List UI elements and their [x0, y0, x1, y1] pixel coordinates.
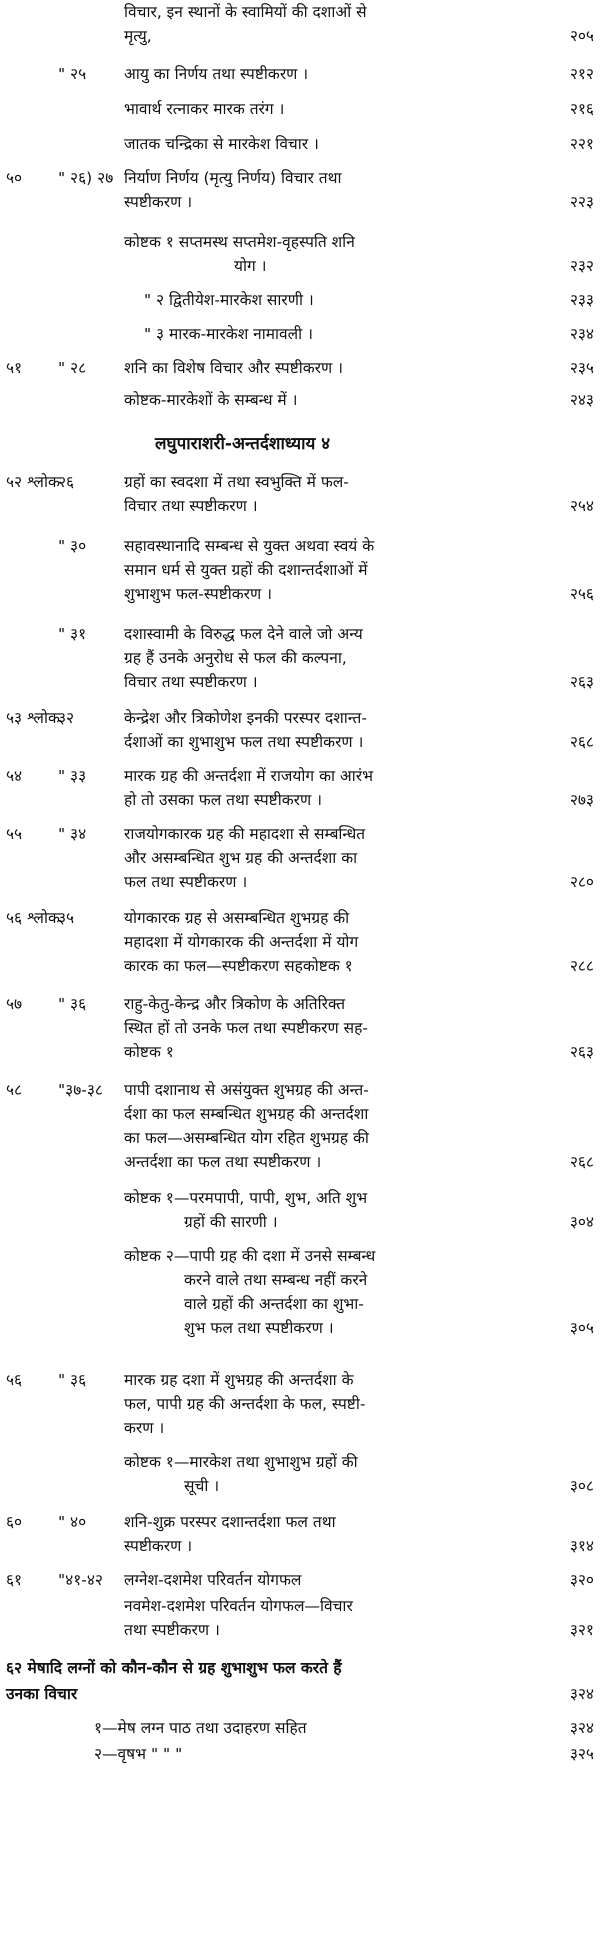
toc-entry-text: शुभाशुभ फल-स्पष्टीकरण । [124, 585, 273, 603]
toc-row [0, 1658, 600, 1680]
toc-row [0, 536, 600, 558]
toc-entry-text: निर्याण निर्णय (मृत्यु निर्णय) विचार तथा [124, 169, 342, 187]
toc-entry-text: विचार, इन स्थानों के स्वामियों की दशाओं से [124, 3, 367, 21]
toc-row [0, 560, 600, 582]
toc-entry-text: योगकारक ग्रह से असम्बन्धित शुभग्रह की [124, 909, 350, 927]
shloka-number: " ३३ [58, 767, 87, 785]
toc-entry-text: विचार तथा स्पष्टीकरण । [124, 497, 258, 515]
sutra-number: ५५ [6, 825, 23, 843]
toc-row [0, 1512, 600, 1534]
shloka-number: " ३१ [58, 625, 87, 643]
toc-row [0, 192, 600, 214]
toc-entry-text: २—वृषभ " " " [94, 1745, 183, 1763]
page-number: ३२१ [569, 1621, 594, 1639]
page-number: ३०८ [569, 1477, 594, 1495]
page-number: २७३ [569, 791, 594, 809]
shloka-number: " २८ [58, 359, 87, 377]
toc-entry-text: आयु का निर्णय तथा स्पष्टीकरण । [124, 65, 309, 83]
toc-entry-text: ग्रहों का स्वदशा में तथा स्वभुक्ति में फल- [124, 473, 349, 491]
page-number: २१२ [569, 65, 594, 83]
page-number: २३४ [569, 325, 594, 343]
toc-entry-text: राजयोगकारक ग्रह की महादशा से सम्बन्धित [124, 825, 366, 843]
toc-row [0, 168, 600, 190]
toc-row [0, 1418, 600, 1440]
toc-row [0, 1718, 600, 1740]
toc-row [0, 1570, 600, 1592]
shloka-number: " २६) २७ [58, 169, 114, 187]
toc-row [0, 848, 600, 870]
toc-entry-text: अन्तर्दशा का फल तथा स्पष्टीकरण । [124, 1153, 322, 1171]
toc-entry-text: करने वाले तथा सम्बन्ध नहीं करने [184, 1271, 368, 1289]
sutra-number: ५६ श्लोक [6, 909, 60, 927]
page-number: २३२ [569, 257, 594, 275]
toc-entry-text: हो तो उसका फल तथा स्पष्टीकरण । [124, 791, 322, 809]
page-number: २६८ [569, 1153, 594, 1171]
toc-entry-text: योग । [234, 257, 267, 275]
shloka-number: २६ [58, 473, 75, 491]
toc-row [0, 1018, 600, 1040]
shloka-number: "३७-३८ [58, 1081, 103, 1099]
toc-row [0, 766, 600, 788]
sutra-number: ५७ [6, 995, 23, 1013]
toc-entry-text: शनि का विशेष विचार और स्पष्टीकरण । [124, 359, 344, 377]
toc-entry-text: फल तथा स्पष्टीकरण । [124, 873, 248, 891]
shloka-number: " ३४ [58, 825, 87, 843]
page-number: ३२४ [569, 1719, 594, 1737]
toc-row [0, 1270, 600, 1292]
page-number: २८० [569, 873, 594, 891]
toc-row [0, 956, 600, 978]
toc-row [0, 824, 600, 846]
toc-row [0, 1744, 600, 1766]
toc-entry-text: ६२ मेषादि लग्नों को कौन-कौन से ग्रह शुभाशुभ फल करते हैं [6, 1659, 342, 1677]
page-number: २१६ [569, 100, 594, 118]
toc-entry-text: स्पष्टीकरण । [124, 1537, 193, 1555]
toc-row [0, 99, 600, 121]
toc-row [0, 1318, 600, 1340]
sutra-number: ५४ [6, 767, 23, 785]
toc-row [0, 1370, 600, 1392]
toc-entry-text: करण । [124, 1419, 165, 1437]
page-number: ३०४ [569, 1213, 594, 1231]
page-number: २६३ [569, 673, 594, 691]
toc-row [0, 732, 600, 754]
toc-row [0, 1596, 600, 1618]
page-number: २५६ [569, 585, 594, 603]
toc-row [0, 1620, 600, 1642]
toc-row [0, 1212, 600, 1234]
page-number: २०५ [569, 27, 594, 45]
toc-row [0, 2, 600, 24]
toc-entry-text: कोष्टक १ सप्तमस्थ सप्तमेश-वृहस्पति शनि [124, 233, 355, 251]
section-heading [0, 434, 600, 456]
toc-entry-text: कोष्टक-मारकेशों के सम्बन्ध में । [124, 391, 298, 409]
toc-row [0, 872, 600, 894]
toc-row [0, 1684, 600, 1706]
page-number: ३०५ [569, 1319, 594, 1337]
page-number: ३२५ [569, 1745, 594, 1763]
shloka-number: " ३६ [58, 995, 87, 1013]
shloka-number: " ३६ [58, 1371, 87, 1389]
toc-entry-text: " ३ मारक-मारकेश नामावली । [144, 325, 314, 343]
toc-row [0, 1188, 600, 1210]
shloka-number: " ४० [58, 1513, 87, 1531]
page-number: २२१ [569, 135, 594, 153]
toc-entry-text: भावार्थ रत्नाकर मारक तरंग । [124, 100, 285, 118]
toc-entry-text: राहु-केतु-केन्द्र और त्रिकोण के अतिरिक्त [124, 995, 346, 1013]
toc-entry-text: स्थित हों तो उनके फल तथा स्पष्टीकरण सह- [124, 1019, 368, 1037]
toc-entry-text: कोष्टक १—मारकेश तथा शुभाशुभ ग्रहों की [124, 1453, 358, 1471]
toc-row [0, 26, 600, 48]
toc-row [0, 496, 600, 518]
toc-entry-text: सूची । [184, 1477, 220, 1495]
toc-row [0, 134, 600, 156]
sutra-number: ६० [6, 1513, 23, 1531]
toc-entry-text: स्पष्टीकरण । [124, 193, 193, 211]
page-number: २३५ [569, 359, 594, 377]
toc-entry-text: " २ द्वितीयेश-मारकेश सारणी । [144, 291, 314, 309]
toc-row [0, 1152, 600, 1174]
shloka-number: "४१-४२ [58, 1571, 103, 1589]
toc-row [0, 472, 600, 494]
toc-entry-text: कोष्टक २—पापी ग्रह की दशा में उनसे सम्बन्ध [124, 1247, 376, 1265]
shloka-number: " २५ [58, 65, 87, 83]
sutra-number: ५१ [6, 359, 23, 377]
toc-entry-text: तथा स्पष्टीकरण । [124, 1621, 220, 1639]
toc-entry-text: १—मेष लग्न पाठ तथा उदाहरण सहित [94, 1719, 307, 1737]
page-number: ३१४ [569, 1537, 594, 1555]
section-title: लघुपाराशरी-अन्तर्दशाध्याय ४ [155, 434, 331, 454]
toc-row [0, 64, 600, 86]
sutra-number: ६१ [6, 1571, 23, 1589]
toc-entry-text: सहावस्थानादि सम्बन्ध से युक्त अथवा स्वयं के [124, 537, 375, 555]
toc-row [0, 1394, 600, 1416]
toc-entry-text: वाले ग्रहों की अन्तर्दशा का शुभा- [184, 1295, 364, 1313]
toc-row [0, 290, 600, 312]
toc-entry-text: कोष्टक १ [124, 1043, 174, 1061]
toc-entry-text: र्दशा का फल सम्बन्धित शुभग्रह की अन्तर्दशा [124, 1105, 369, 1123]
toc-entry-text: फल, पापी ग्रह की अन्तर्दशा के फल, स्पष्टी- [124, 1395, 366, 1413]
toc-row [0, 584, 600, 606]
toc-entry-text: महादशा में योगकारक की अन्तर्दशा में योग [124, 933, 359, 951]
page-number: २२३ [569, 193, 594, 211]
toc-row [0, 256, 600, 278]
toc-entry-text: कोष्टक १—परमपापी, पापी, शुभ, अति शुभ [124, 1189, 368, 1207]
toc-entry-text: जातक चन्द्रिका से मारकेश विचार । [124, 135, 319, 153]
toc-row [0, 648, 600, 670]
page-number: २८८ [569, 957, 594, 975]
shloka-number: ३२ [58, 709, 75, 727]
toc-entry-text: मारक ग्रह की अन्तर्दशा में राजयोग का आरंभ [124, 767, 373, 785]
toc-row [0, 790, 600, 812]
toc-row [0, 1452, 600, 1474]
toc-row [0, 708, 600, 730]
toc-entry-text: र्दशाओं का शुभाशुभ फल तथा स्पष्टीकरण । [124, 733, 364, 751]
page-number: २६८ [569, 733, 594, 751]
toc-entry-text: दशास्वामी के विरुद्ध फल देने वाले जो अन्य [124, 625, 363, 643]
toc-row [0, 1294, 600, 1316]
toc-entry-text: पापी दशानाथ से असंयुक्त शुभग्रह की अन्त- [124, 1081, 369, 1099]
page-number: २४३ [569, 391, 594, 409]
toc-entry-text: शुभ फल तथा स्पष्टीकरण । [184, 1319, 334, 1337]
toc-row [0, 232, 600, 254]
sutra-number: ५३ श्लोक [6, 709, 60, 727]
toc-entry-text: मृत्यु, [124, 27, 152, 45]
page-number: ३२४ [569, 1685, 594, 1703]
page-number: २३३ [569, 291, 594, 309]
toc-entry-text: मारक ग्रह दशा में शुभग्रह की अन्तर्दशा के [124, 1371, 354, 1389]
toc-row [0, 1536, 600, 1558]
toc-entry-text: नवमेश-दशमेश परिवर्तन योगफल—विचार [124, 1597, 353, 1615]
toc-entry-text: ग्रह हैं उनके अनुरोध से फल की कल्पना, [124, 649, 347, 667]
toc-row [0, 1476, 600, 1498]
toc-entry-text: लग्नेश-दशमेश परिवर्तन योगफल [124, 1571, 302, 1589]
toc-row [0, 1080, 600, 1102]
toc-entry-text: और असम्बन्धित शुभ ग्रह की अन्तर्दशा का [124, 849, 358, 867]
toc-row [0, 324, 600, 346]
toc-row [0, 390, 600, 412]
sutra-number: ५६ [6, 1371, 23, 1389]
toc-row [0, 624, 600, 646]
sutra-number: ५२ श्लोक [6, 473, 60, 491]
toc-row [0, 908, 600, 930]
toc-entry-text: केन्द्रेश और त्रिकोणेश इनकी परस्पर दशान्त- [124, 709, 367, 727]
toc-row [0, 358, 600, 380]
toc-row [0, 994, 600, 1016]
shloka-number: " ३० [58, 537, 87, 555]
toc-entry-text: समान धर्म से युक्त ग्रहों की दशान्तर्दशाओं में [124, 561, 368, 579]
shloka-number: ३५ [58, 909, 75, 927]
toc-entry-text: उनका विचार [6, 1685, 78, 1703]
toc-row [0, 672, 600, 694]
page-number: ३२० [569, 1571, 594, 1589]
sutra-number: ५० [6, 169, 23, 187]
toc-entry-text: कारक का फल—स्पष्टीकरण सहकोष्टक १ [124, 957, 353, 975]
toc-row [0, 1246, 600, 1268]
toc-row [0, 932, 600, 954]
toc-row [0, 1042, 600, 1064]
toc-entry-text: शनि-शुक्र परस्पर दशान्तर्दशा फल तथा [124, 1513, 336, 1531]
toc-entry-text: का फल—असम्बन्धित योग रहित शुभग्रह की [124, 1129, 369, 1147]
toc-row [0, 1128, 600, 1150]
toc-row [0, 1104, 600, 1126]
page-number: २६३ [569, 1043, 594, 1061]
sutra-number: ५८ [6, 1081, 23, 1099]
page-number: २५४ [569, 497, 594, 515]
toc-entry-text: ग्रहों की सारणी । [184, 1213, 278, 1231]
toc-entry-text: विचार तथा स्पष्टीकरण । [124, 673, 258, 691]
